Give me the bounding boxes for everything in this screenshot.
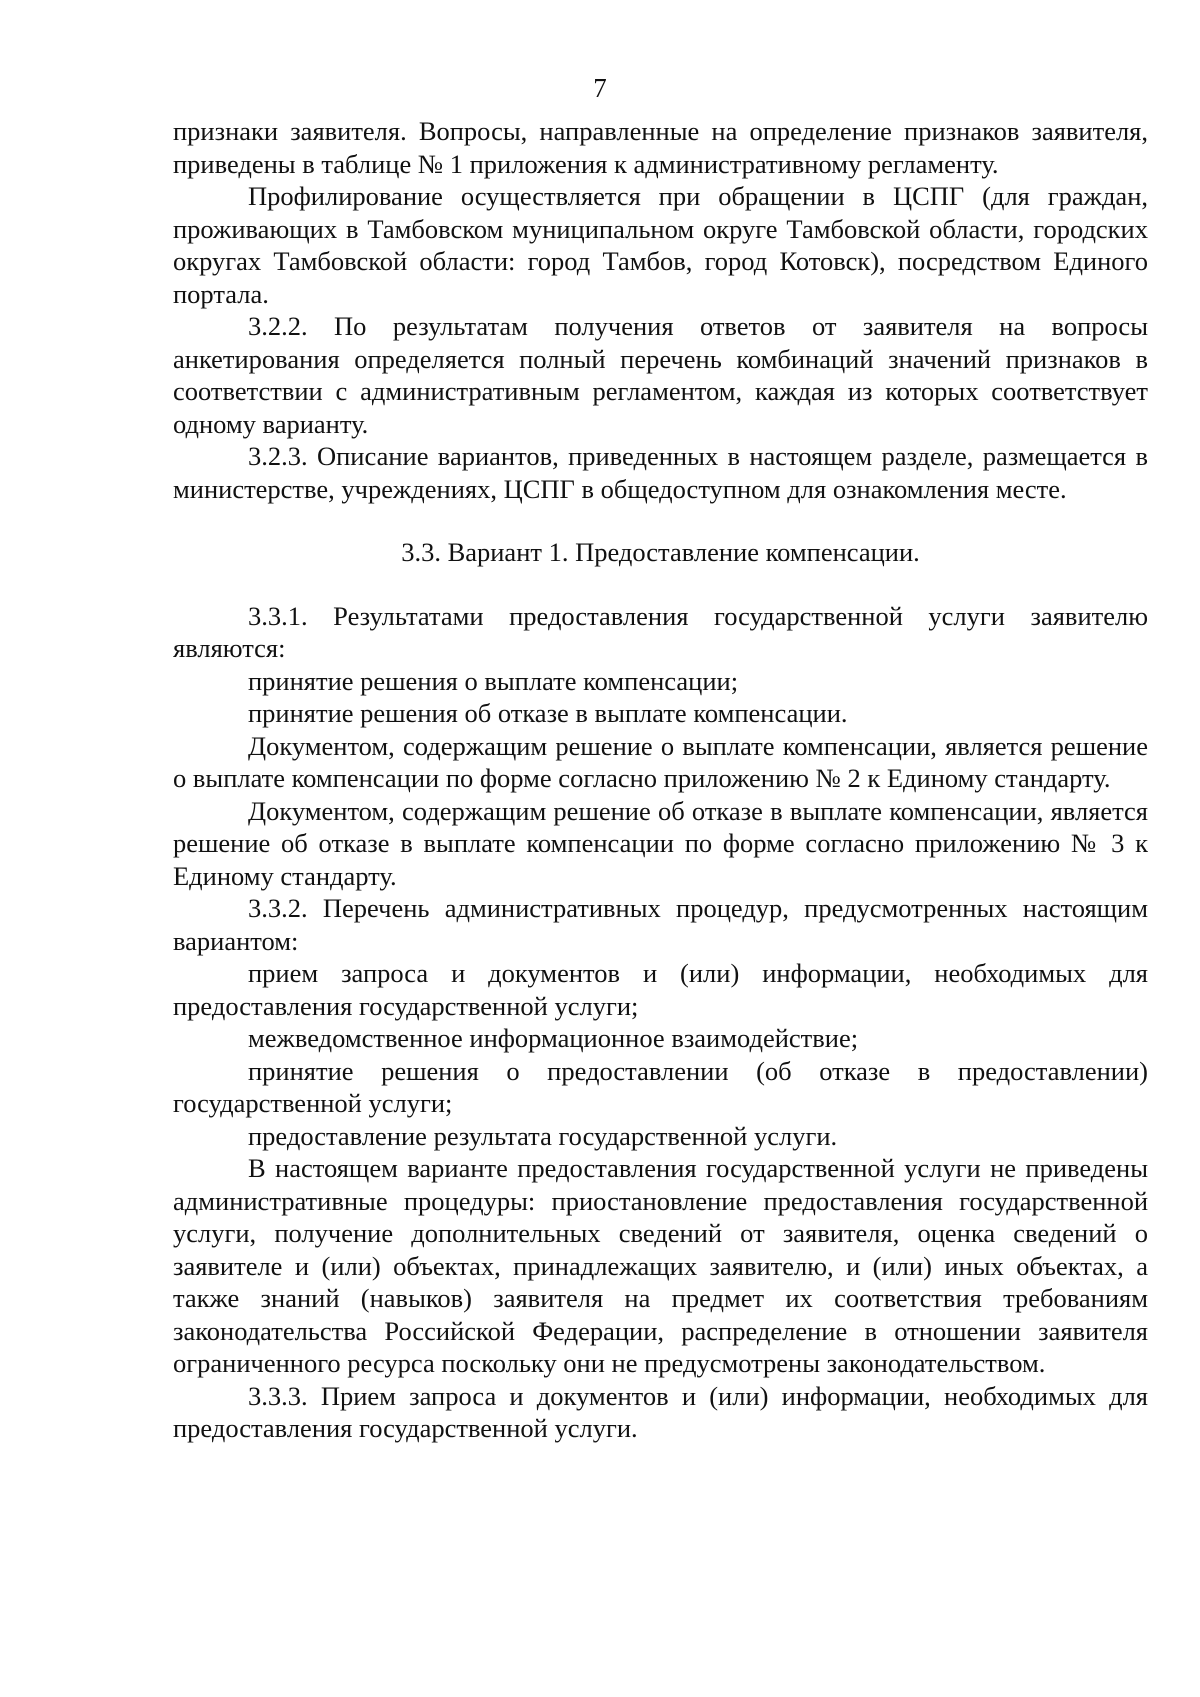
section-heading-3-3: 3.3. Вариант 1. Предоставление компенсации. [401,537,920,567]
list-item-interagency: межведомственное информационное взаимодействие; [248,1023,859,1053]
paragraph-3-3-2: 3.3.2. Перечень административных процедур, предусмотренных настоящим вариантом: [173,893,1148,956]
paragraph-3-3-3: 3.3.3. Прием запроса и документов и (или) информации, необходимых для предоставления государственной услуги. [173,1380,1148,1443]
list-item-result-delivery: предоставление результата государственной услуги. [248,1120,838,1151]
list-item-decision-making: принятие решения о предоставлении (об отказе в предоставлении) государственной услуги; [173,1055,1148,1118]
document-body [173,115,1148,1445]
list-item-decision-payment: принятие решения о выплате компенсации; [248,665,739,696]
list-item-decision-refusal: принятие решения об отказе в выплате компенсации. [248,698,848,728]
paragraph-3-2-2: 3.2.2. По результатам получения ответов от заявителя на вопросы анкетирования определяется полный перечень комбинаций значений признаков в соответствии с административным регламентом, каждая из которых соответствует одному варианту. [173,311,1148,439]
paragraph-document-payment: Документом, содержащим решение о выплате компенсации, является решение о выплате компенсации по форме согласно приложению № 2 к Единому стандарту. [173,730,1148,793]
paragraph-3-2-3: 3.2.3. Описание вариантов, приведенных в настоящем разделе, размещается в министерстве, учреждениях, ЦСПГ в общедоступном для ознакомления месте. [173,441,1148,504]
paragraph-applicant-features: признаки заявителя. Вопросы, направленные на определение признаков заявителя, приведены в таблице № 1 приложения к административному регламенту. [173,116,1148,179]
paragraph-excluded-procedures: В настоящем варианте предоставления государственной услуги не приведены административные процедуры: приостановление предоставления государственной услуги, получение дополнительных сведений от заявителя, оценка сведений о заявителе и (или) объектах, принадлежащих заявителю, и (или) иных объектах, а также знаний (навыков) заявителя на предмет их соответствия требованиям законодательства Российской Федерации, распределение в отношении заявителя ограниченного ресурса поскольку они не предусмотрены законодательством. [173,1153,1148,1378]
paragraph-3-3-1: 3.3.1. Результатами предоставления государственной услуги заявителю являются: [173,600,1148,663]
paragraph-profiling: Профилирование осуществляется при обращении в ЦСПГ (для граждан, проживающих в Тамбовском муниципальном округе Тамбовской области, городских округах Тамбовской области: город Тамбов, город Котовск), посредством Единого портала. [173,181,1148,309]
paragraph-document-refusal: Документом, содержащим решение об отказе в выплате компенсации, является решение об отказе в выплате компенсации по форме согласно приложению № 3 к Единому стандарту. [173,795,1148,891]
list-item-request-reception: прием запроса и документов и (или) информации, необходимых для предоставления государственной услуги; [173,958,1148,1021]
page-number: 7 [593,73,607,103]
